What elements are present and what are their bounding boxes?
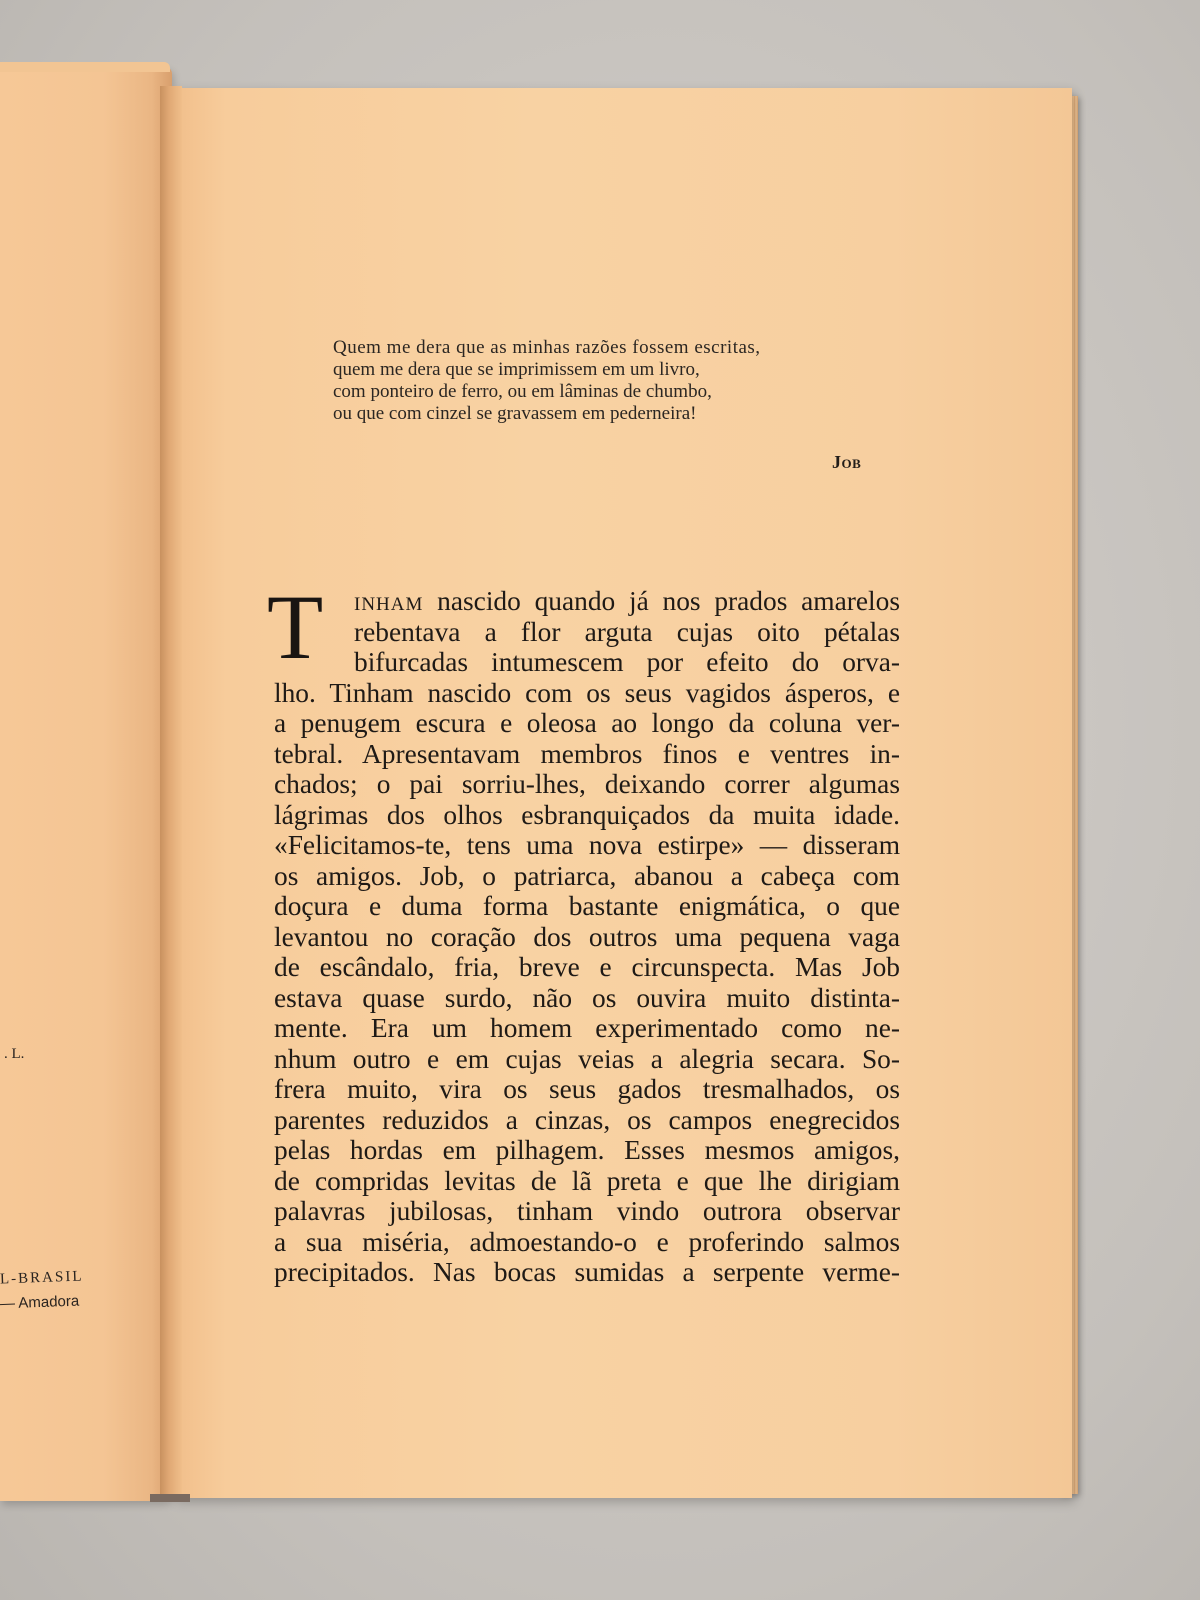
body-line: rebentava a flor arguta cujas oito pétalas [354, 616, 900, 647]
body-line-1-rest: nascido quando já nos prados amarelos [423, 586, 900, 616]
attribution-rest: OB [841, 456, 862, 471]
book-gutter [160, 86, 182, 1498]
body-line: a penugem escura e oleosa ao longo da coluna ver- [274, 708, 900, 738]
body-line: de escândalo, fria, breve e circunspecta. Mas Job [274, 952, 900, 982]
epigraph-line: com ponteiro de ferro, ou em lâminas de chumbo, [333, 381, 712, 402]
first-word-smallcaps: INHAM [354, 594, 424, 615]
body-line: mente. Era um homem experimentado como ne- [274, 1013, 900, 1043]
epigraph [333, 337, 913, 425]
epigraph-line: ou que com cinzel se gravassem em pederneira! [333, 403, 697, 424]
book-spine [150, 1494, 190, 1502]
body-line: «Felicitamos-te, tens uma nova estirpe» — disseram [274, 830, 900, 860]
body-line: chados; o pai sorriu-lhes, deixando correr algumas [274, 769, 900, 799]
body-line: a sua miséria, admoestando-o e proferindo salmos [274, 1226, 900, 1257]
left-page-fragment-l: . L. [4, 1046, 25, 1062]
epigraph-line: quem me dera que se imprimissem em um livro, [333, 359, 700, 380]
body-line: doçura e duma forma bastante enigmática, o que [274, 891, 900, 921]
body-line: nhum outro e em cujas veias a alegria secara. So- [274, 1043, 900, 1074]
left-page-fragment-amadora: — Amadora [0, 1292, 80, 1313]
body-line: lágrimas dos olhos esbranquiçados da muita idade. [274, 799, 900, 830]
body-line: frera muito, vira os seus gados tresmalhados, os [274, 1074, 900, 1104]
body-line [274, 586, 900, 617]
body-line: bifurcadas intumescem por efeito do orva- [354, 647, 900, 677]
drop-cap: T [267, 576, 324, 678]
body-line: parentes reduzidos a cinzas, os campos enegrecidos [274, 1104, 900, 1135]
body-line: lho. Tinham nascido com os seus vagidos ásperos, e [274, 677, 900, 708]
body-text [274, 586, 900, 1288]
body-line: estava quase surdo, não os ouvira muito distinta- [274, 982, 900, 1013]
body-line: de compridas levitas de lã preta e que lhe dirigiam [274, 1165, 900, 1196]
epigraph-attribution [832, 452, 861, 473]
body-line: tebral. Apresentavam membros finos e ventres in- [274, 738, 900, 769]
body-line: os amigos. Job, o patriarca, abanou a cabeça com [274, 860, 900, 891]
attribution-initial: J [832, 452, 842, 472]
body-line: pelas hordas em pilhagem. Esses mesmos amigos, [274, 1135, 900, 1165]
body-line: palavras jubilosas, tinham vindo outrora observar [274, 1196, 900, 1226]
body-line: precipitados. Nas bocas sumidas a serpente verme- [274, 1257, 900, 1287]
body-line: levantou no coração dos outros uma pequena vaga [274, 921, 900, 952]
epigraph-line: Quem me dera que as minhas razões fossem escritas, [333, 337, 761, 358]
left-page-fragment-brasil: L-BRASIL [0, 1268, 84, 1288]
